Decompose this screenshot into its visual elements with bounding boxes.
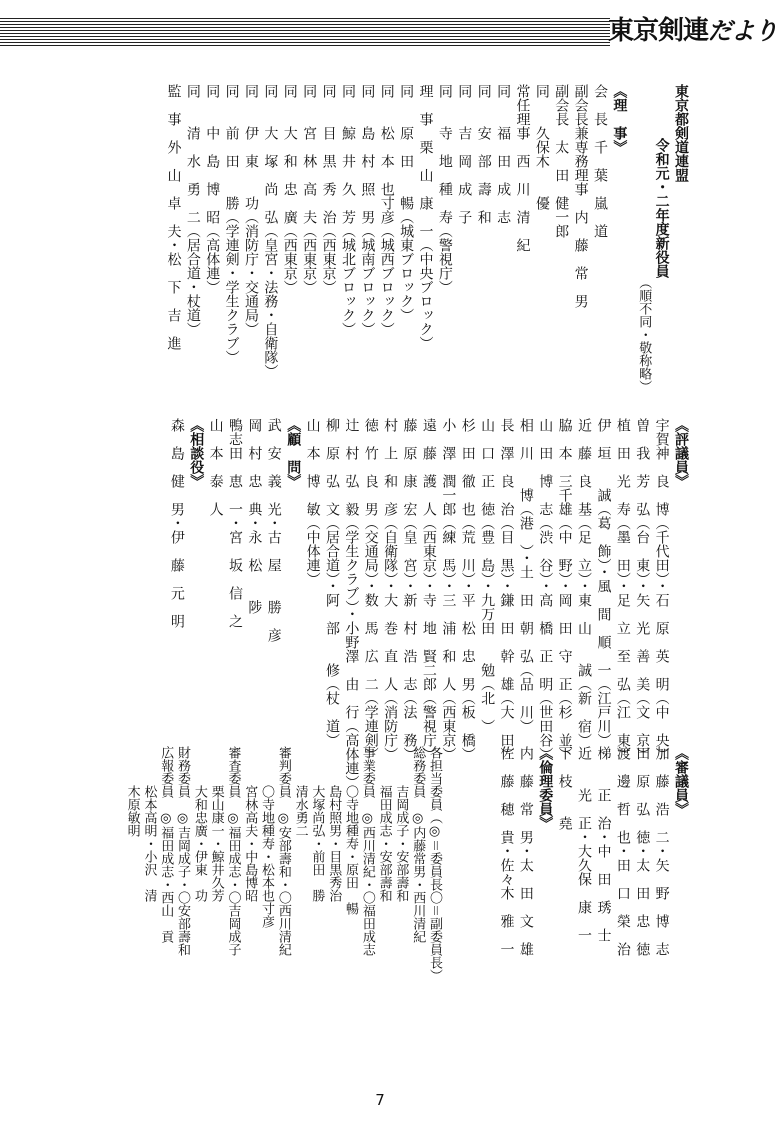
director-entry: 同 安 部 壽 和 bbox=[475, 84, 492, 224]
councilor-entry: 杉 田 徹 也（荒 川）・平 松 忠 男（板 橋） bbox=[459, 418, 476, 761]
councilor-entry: 伊 垣 誠（葛 飾）・風 間 順 一（江戸川） bbox=[595, 418, 612, 747]
announcement-title: 令和元・二年度新役員 bbox=[653, 138, 670, 278]
auditors-entry: 監 事 外 山 卓 夫・松 下 吉 進 bbox=[165, 84, 182, 350]
committee-entry: 広報委員 ◎福田成志・西山 貢 bbox=[158, 746, 174, 943]
councilor-entry: 小 澤 潤一郎（練 馬）・三 浦 和 人（西東京） bbox=[440, 418, 457, 761]
director-entry: 副会長 太 田 健一郎 bbox=[553, 84, 570, 238]
committee-entry: 事業委員 ◎西川清紀・〇福田成志 bbox=[359, 746, 375, 956]
order-note: （順不同・敬称略） bbox=[636, 276, 652, 393]
deliberation-entry: 加 藤 浩 二・矢 野 博 志 bbox=[653, 746, 670, 956]
directors-heading: 《理 事》 bbox=[611, 84, 628, 154]
newsletter-title bbox=[608, 10, 777, 52]
councilor-entry: 村 上 和 彦（自衛隊）・大 巻 直 人（消防庁） bbox=[382, 418, 399, 761]
deliberation-entry: 田 原 弘 徳・太 田 忠 徳 bbox=[634, 746, 651, 956]
councilor-entry: 曽 我 芳 弘（台 東）・矢 光 善 美（文 京） bbox=[634, 418, 651, 761]
councilor-entry: 藤 原 康 宏（皇 宮）・新 村 浩 志（法 務） bbox=[401, 418, 418, 761]
councilor-entry: 遠 藤 護 人（西東京）・寺 地 賢二郎（警視庁） bbox=[420, 418, 437, 761]
directors-section bbox=[28, 84, 690, 458]
director-entry: 同 大 和 忠 廣（西東京） bbox=[281, 84, 298, 294]
consultants-heading: 《相談役》 bbox=[188, 418, 205, 488]
page-number: 7 bbox=[375, 1091, 385, 1109]
councilor-entry: 脇 本 三千雄（中 野）・岡 田 守 正（杉 並） bbox=[556, 418, 573, 761]
committee-entry: 審査委員 ◎福田成志・〇吉岡成子 bbox=[225, 746, 241, 956]
councilor-entry: 近 藤 良 基（足 立）・東 山 誠（新 宿） bbox=[576, 418, 593, 747]
committee-entry: 総務委員 ◎内藤常男・西川清紀 bbox=[410, 746, 426, 943]
director-entry: 同 大 塚 尚 弘（皇宮・法務・自衛隊） bbox=[262, 84, 279, 378]
committee-entry: 清水勇二 bbox=[292, 746, 308, 837]
committee-entry: 〇寺地種寿・原田 暢 bbox=[343, 746, 359, 915]
director-entry: 同 中 島 博 昭（高体連） bbox=[204, 84, 221, 294]
spacer-column bbox=[628, 84, 634, 94]
deliberation-entry: 近 光 正・大久保 康 一 bbox=[576, 746, 593, 942]
advisor-entry: 鴨志田 恵 一・宮 坂 信 之 bbox=[227, 418, 244, 628]
deliberation-entry: 下 枝 堯 bbox=[556, 746, 573, 830]
councilor-entry: 柳 原 弘 文（居合道）・阿 部 修（杖 道） bbox=[323, 418, 340, 747]
councilor-entry: 山 本 博 敏（中体連） bbox=[304, 418, 321, 586]
councilor-entry: 山 田 博 志（渋 谷）・高 橋 正 明（世田谷） bbox=[537, 418, 554, 761]
committee-entry: 木原敏明 bbox=[124, 746, 140, 837]
ethics-entry: 内 藤 常 男・太 田 文 雄 bbox=[517, 746, 534, 956]
councilor-entry: 宇賀神 良 博（千代田）・石 原 英 明（中 央） bbox=[653, 418, 670, 761]
committee-entry: 島村照男・目黒秀治 bbox=[326, 746, 342, 902]
ethics-entry: 佐 藤 穂 貴・佐々木 雅 一 bbox=[498, 746, 515, 956]
advisor-entry: 山 本 泰 人 bbox=[207, 418, 224, 516]
councilor-entry: 長 澤 良 治（目 黒）・鎌 田 幹 雄（大 田） bbox=[498, 418, 515, 761]
committee-entry: 栗山康一・鯨井久芳 bbox=[208, 746, 224, 902]
deliberation-entry: 梯 正 治・中 田 琇 士 bbox=[595, 746, 612, 942]
director-entry: 副会長兼専務理事 内 藤 常 男 bbox=[572, 84, 589, 308]
director-entry: 会 長 千 葉 嵐 道 bbox=[592, 84, 609, 238]
director-entry: 同 前 田 勝（学連剣・学生クラブ） bbox=[223, 84, 240, 364]
title-kana: だより bbox=[708, 17, 777, 45]
deliberation-heading: 《審議員》 bbox=[673, 746, 689, 816]
director-entry: 同 伊 東 功（消防庁・交通局） bbox=[243, 84, 259, 336]
advisor-entry: 岡 村 忠 典・永 松 陟 bbox=[246, 418, 263, 614]
councilor-entry: 相 川 博（港 ）・土 田 朝 弘（品 川） bbox=[517, 418, 534, 733]
councilors-heading: 《評議員》 bbox=[673, 418, 689, 488]
councilor-entry: 植 田 光 寿（墨 田）・足 立 至 弘（江 東） bbox=[614, 418, 631, 761]
federation-name: 東京都剣道連盟 bbox=[673, 84, 689, 182]
director-entry: 同 原 田 暢（城東ブロック） bbox=[398, 84, 415, 322]
councilor-entry: 山 口 正 徳（豊 島）・九万田 勉（北 ） bbox=[479, 418, 496, 733]
committee-entry: 〇寺地種寿・松本也寸彦 bbox=[259, 746, 275, 928]
title-kanji: 東京剣連 bbox=[608, 16, 709, 46]
director-entry: 同 鯨 井 久 芳（城北ブロック） bbox=[339, 84, 356, 336]
advisors-heading: 《顧 問》 bbox=[285, 418, 302, 488]
committee-entry: 松本高明・小沢 清 bbox=[141, 746, 157, 902]
director-entry: 同 目 黒 秀 治（西東京） bbox=[320, 84, 337, 294]
director-entry: 同 宮 林 高 夫（西東京） bbox=[301, 84, 318, 294]
committee-entry: 財務委員 ◎吉岡成子・〇安部壽和 bbox=[175, 746, 191, 956]
director-entry: 同 久保木 優 bbox=[533, 84, 550, 210]
committee-entry: 吉岡成子・安部壽和 bbox=[393, 746, 409, 902]
director-entry: 同 島 村 照 男（城南ブロック） bbox=[359, 84, 376, 336]
advisor-entry: 武 安 義 光・古 屋 勝 彦 bbox=[265, 418, 282, 642]
committee-entry: 宮林高夫・中島博昭 bbox=[242, 746, 258, 902]
header-rule-band bbox=[0, 18, 610, 46]
director-entry: 同 寺 地 種 寿（警視庁） bbox=[436, 84, 453, 294]
councilor-entry: 徳 竹 良 男（交通局）・数 馬 広 二（学連剣） bbox=[362, 418, 379, 761]
deliberation-section bbox=[450, 746, 690, 956]
director-entry: 理 事 栗 山 康 一（中央ブロック） bbox=[417, 84, 434, 350]
committee-entry: 福田成志・安部壽和 bbox=[376, 746, 392, 902]
committees-section bbox=[60, 746, 442, 986]
director-entry: 常任理事 西 川 清 紀 bbox=[514, 84, 531, 252]
committee-entry: 大塚尚弘・前田 勝 bbox=[309, 746, 325, 902]
director-entry: 同 松 本 也寸彦（城西ブロック） bbox=[378, 84, 395, 336]
committee-entry: 大和忠廣・伊東 功 bbox=[191, 746, 207, 902]
deliberation-entry: 渡 邊 哲 也・田 口 榮 治 bbox=[614, 746, 631, 956]
consultant-entry: 森 島 健 男・伊 藤 元 明 bbox=[168, 418, 185, 628]
committees-heading: 各担当委員（◎＝委員長〇＝副委員長） bbox=[427, 746, 442, 983]
councilor-entry: 辻 村 弘 毅（学生クラブ）・小野澤 由 行（高体連） bbox=[343, 418, 360, 789]
director-entry: 同 清 水 勇 二（居合道・杖道） bbox=[184, 84, 201, 336]
director-entry: 同 福 田 成 志 bbox=[495, 84, 512, 224]
director-entry: 同 吉 岡 成 子 bbox=[456, 84, 473, 224]
ethics-heading: 《倫理委員》 bbox=[537, 746, 554, 830]
committee-entry: 審判委員 ◎安部壽和・〇西川清紀 bbox=[275, 746, 291, 956]
